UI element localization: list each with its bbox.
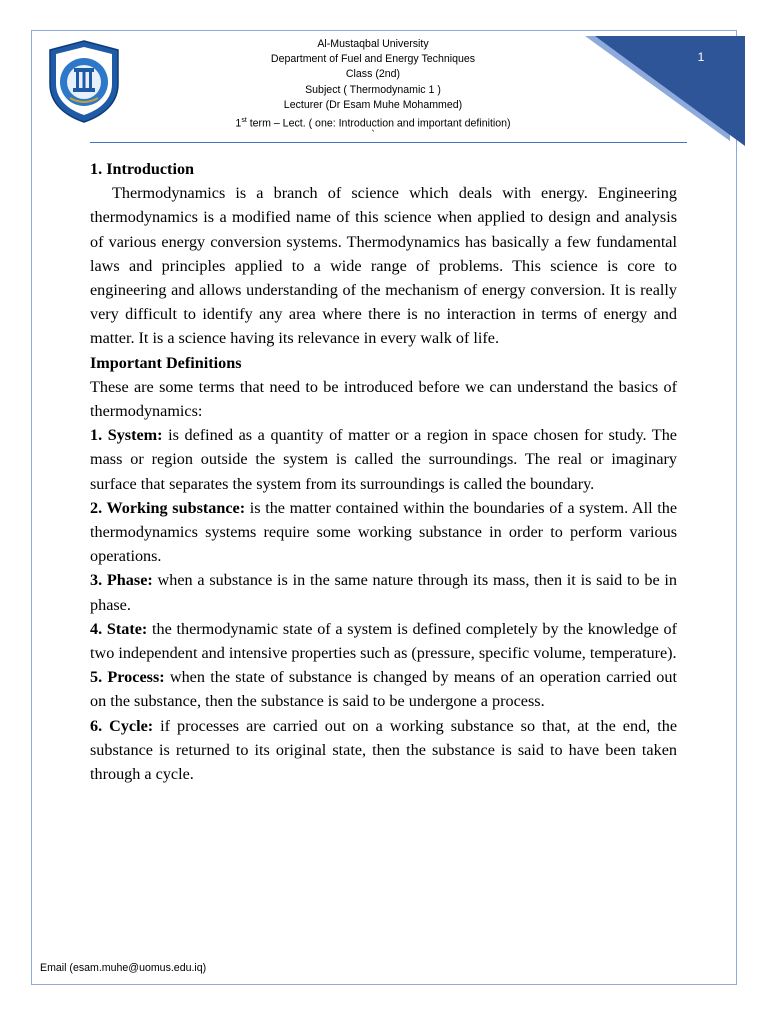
definition-item: 4. State: the thermodynamic state of a system is defined completely by the knowledge of two independent and intensive properties such as (pressure, specific volume, temperature). — [90, 619, 677, 663]
corner-decoration — [585, 36, 745, 146]
definition-item: 1. System: is defined as a quantity of matter or a region in space chosen for study. The mass or region outside the system is called the surroundings. The real or imaginary surface that separates the system from its surroundings is called the boundary. — [90, 426, 677, 493]
lecturer-label: Lecturer (Dr Esam Muhe Mohammed) — [283, 98, 463, 111]
subject-label: Subject ( Thermodynamic 1 ) — [305, 83, 441, 96]
university-logo — [44, 38, 124, 124]
footer-email: Email (esam.muhe@uomus.edu.iq) — [40, 962, 207, 974]
university-name: Al-Mustaqbal University — [317, 38, 429, 50]
document-body — [90, 157, 677, 786]
term-ordinal: st — [241, 117, 247, 125]
definitions-heading: Important Definitions — [90, 353, 242, 372]
intro-heading: 1. Introduction — [90, 160, 195, 178]
term-number: 1 — [235, 117, 242, 130]
department-name: Department of Fuel and Energy Techniques — [270, 53, 476, 66]
definition-item: 3. Phase: when a substance is in the same nature through its mass, then it is said to be in phase. — [90, 571, 678, 614]
definitions-intro: These are some terms that need to be introduced before we can understand the basics of thermodynamics: — [90, 377, 677, 421]
header-mark: ` — [371, 128, 375, 141]
term-text: term – Lect. ( one: Introduction and important definition) — [246, 117, 511, 130]
class-label: Class (2nd) — [345, 68, 401, 81]
document-header — [160, 37, 586, 141]
definition-item: 2. Working substance: is the matter contained within the boundaries of a system. All the thermodynamics systems require some working substance in order to perform various operations. — [90, 498, 677, 566]
definition-item: 5. Process: when the state of substance is changed by means of an operation carried out on the substance, then the substance is said to be undergone a process. — [90, 668, 677, 711]
page-number: 1 — [697, 50, 705, 64]
intro-paragraph: Thermodynamics is a branch of science which deals with energy. Engineering thermodynamics is a modified name of this science when applied to design and analysis of various energy conversion systems. Thermodynamics has basically a few fundamental laws and principles applied to a wide range of problems. This science is core to engineering and allows understanding of the mechanism of energy conversion. It is really very difficult to identify any area where there is no interaction in terms of energy and matter. It is a science having its relevance in every walk of life. — [90, 184, 677, 348]
definition-item: 6. Cycle: if processes are carried out on a working substance so that, at the end, the substance is returned to its original state, then the substance is said to have been taken through a cycle. — [90, 716, 677, 784]
